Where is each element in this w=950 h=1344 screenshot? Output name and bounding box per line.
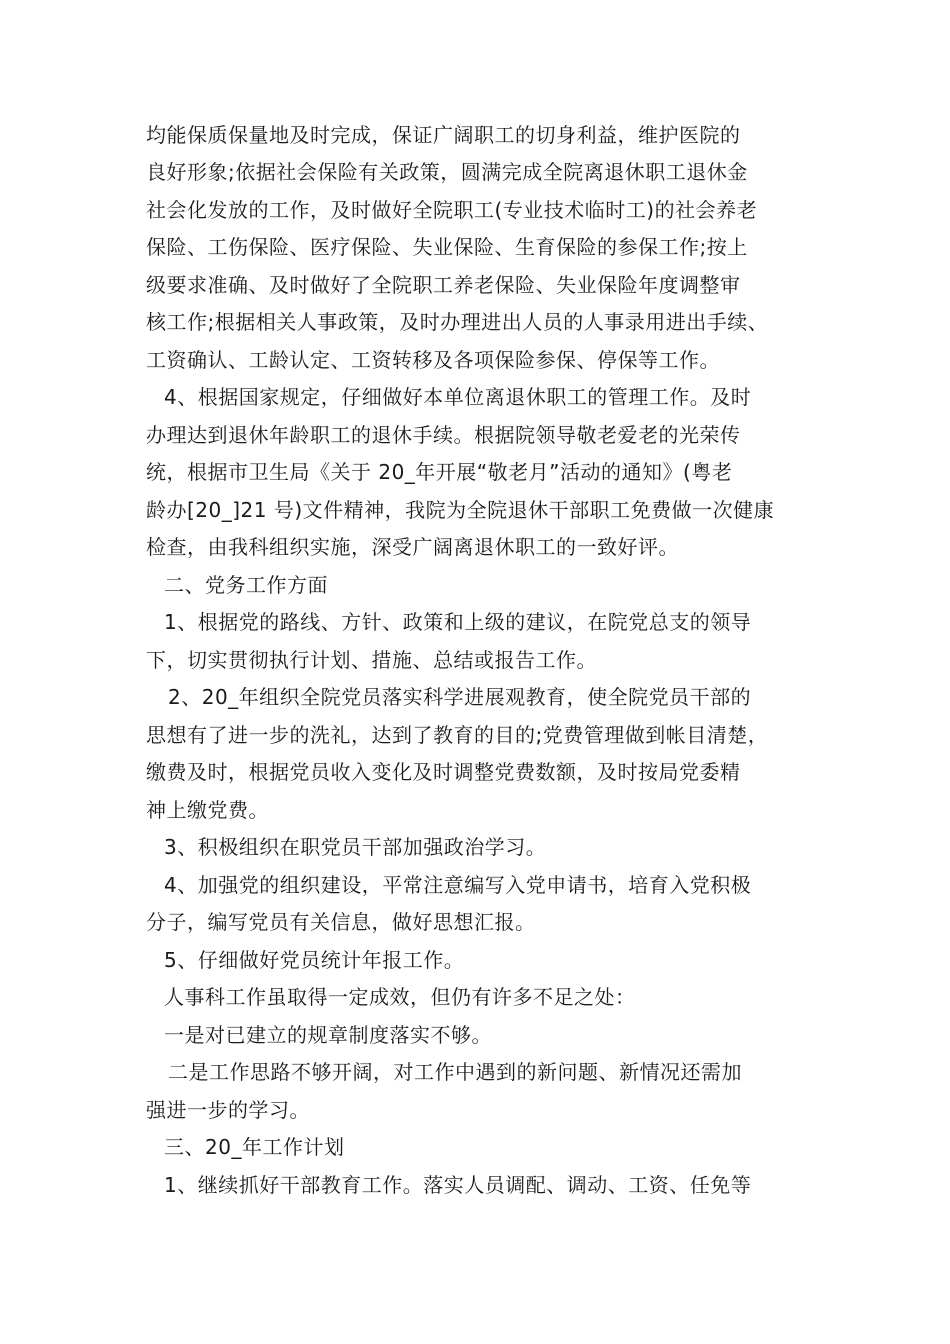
text-line: 2、20_年组织全院党员落实科学进展观教育，使全院党员干部的 [168, 685, 752, 709]
text-line: 龄办[20_]21 号)文件精神，我院为全院退休干部职工免费做一次健康 [146, 498, 775, 522]
text-line: 办理达到退休年龄职工的退休手续。根据院领导敬老爱老的光荣传 [146, 423, 741, 447]
text-line: 级要求准确、及时做好了全院职工养老保险、失业保险年度调整审 [146, 273, 741, 297]
text-line: 思想有了进一步的洗礼，达到了教育的目的;党费管理做到帐目清楚， [146, 723, 769, 747]
section-heading: 三、20_年工作计划 [164, 1135, 345, 1159]
text-line: 5、仔细做好党员统计年报工作。 [164, 948, 465, 972]
text-line: 3、积极组织在职党员干部加强政治学习。 [164, 835, 547, 859]
section-heading: 二、党务工作方面 [164, 573, 328, 597]
text-line: 1、继续抓好干部教育工作。落实人员调配、调动、工资、任免等 [164, 1173, 752, 1197]
text-line: 神上缴党费。 [146, 798, 269, 822]
text-line: 核工作;根据相关人事政策，及时办理进出人员的人事录用进出手续、 [146, 310, 769, 334]
text-line: 下，切实贯彻执行计划、措施、总结或报告工作。 [146, 648, 597, 672]
text-line: 社会化发放的工作，及时做好全院职工(专业技术临时工)的社会养老 [146, 198, 758, 222]
text-line: 统，根据市卫生局《关于 20_年开展“敬老月”活动的通知》(粤老 [146, 460, 733, 484]
text-line: 4、根据国家规定，仔细做好本单位离退休职工的管理工作。及时 [164, 385, 752, 409]
text-line: 二是工作思路不够开阔，对工作中遇到的新问题、新情况还需加 [168, 1060, 742, 1084]
text-line: 分子，编写党员有关信息，做好思想汇报。 [146, 910, 536, 934]
text-line: 检查，由我科组织实施，深受广阔离退休职工的一致好评。 [146, 535, 679, 559]
text-line: 人事科工作虽取得一定成效，但仍有许多不足之处： [164, 985, 636, 1009]
text-line: 4、加强党的组织建设，平常注意编写入党申请书，培育入党积极 [164, 873, 752, 897]
text-line: 一是对已建立的规章制度落实不够。 [164, 1023, 492, 1047]
text-line: 强进一步的学习。 [146, 1098, 310, 1122]
text-line: 缴费及时，根据党员收入变化及时调整党费数额，及时按局党委精 [146, 760, 741, 784]
text-line: 均能保质保量地及时完成，保证广阔职工的切身利益，维护医院的 [146, 123, 741, 147]
text-line: 保险、工伤保险、医疗保险、失业保险、生育保险的参保工作;按上 [146, 235, 748, 259]
text-line: 良好形象;依据社会保险有关政策，圆满完成全院离退休职工退休金 [146, 160, 748, 184]
text-line: 工资确认、工龄认定、工资转移及各项保险参保、停保等工作。 [146, 348, 720, 372]
text-line: 1、根据党的路线、方针、政策和上级的建议，在院党总支的领导 [164, 610, 752, 634]
